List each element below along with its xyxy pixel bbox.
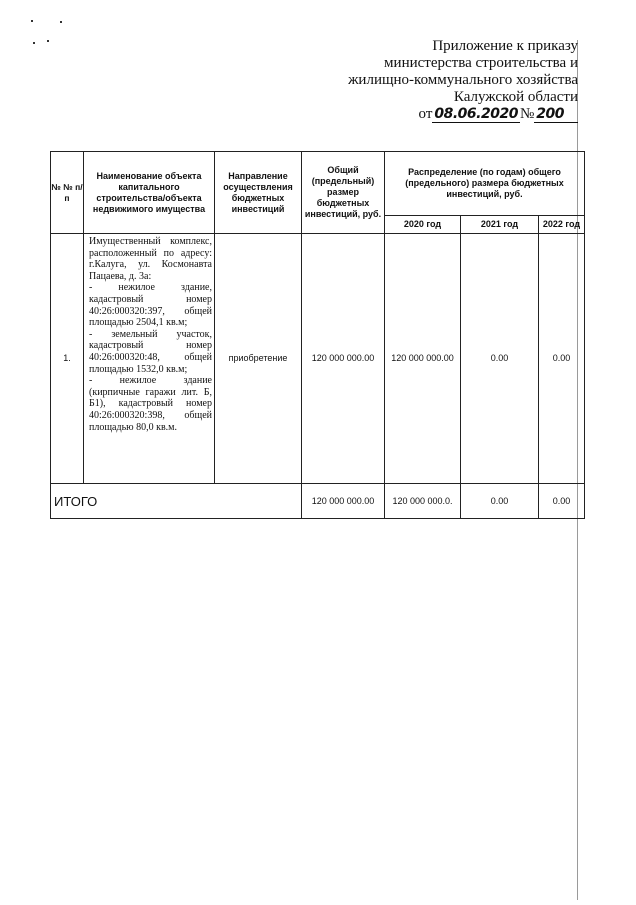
amount-2021: 0.00 <box>461 234 539 484</box>
investment-table <box>50 151 585 519</box>
date-prefix: от <box>418 106 433 122</box>
total-sum: 120 000 000.00 <box>302 484 385 519</box>
col-header-name: Наименование объекта капитального строительства/объекта недвижимого имущества <box>84 152 215 234</box>
col-header-2021: 2021 год <box>461 216 539 234</box>
total-row <box>51 484 585 519</box>
investment-direction: приобретение <box>215 234 302 484</box>
object-description: Имущественный комплекс, расположенный по адресу: г.Калуга, ул. Космонавта Пацаева, д. 3а: - нежилое здание, кадастровый номер 40:26:000320:397, общей площадью 2504,1 кв.м; - земельный участок, кадастровый номер 40:26:000320:48, общей площадью 1532,0 кв.м; - нежилое здание (кирпичные гаражи лит. Б, Б1), кадастровый номер 40:26:000320:398, общей площадью 80,0 кв.м. <box>84 234 215 484</box>
total-2021: 0.00 <box>461 484 539 519</box>
appendix-header <box>278 38 578 123</box>
header-line: министерства строительства и <box>384 55 578 71</box>
order-date-line <box>419 106 578 123</box>
total-2022: 0.00 <box>539 484 585 519</box>
col-header-direction: Направление осуществления бюджетных инвестиций <box>215 152 302 234</box>
col-header-2020: 2020 год <box>385 216 461 234</box>
scan-speck <box>47 40 49 42</box>
total-label: ИТОГО <box>51 484 302 519</box>
col-header-num: № № п/п <box>51 152 84 234</box>
header-line: Калужской области <box>453 89 578 105</box>
number-prefix: № <box>519 106 535 122</box>
scan-speck <box>31 20 33 22</box>
header-line: Приложение к приказу <box>432 38 578 54</box>
table-row <box>51 234 585 484</box>
table-header-row <box>51 152 585 216</box>
scan-speck <box>33 42 35 44</box>
handwritten-date: 08.06.2020 <box>434 106 518 122</box>
amount-2022: 0.00 <box>539 234 585 484</box>
col-header-distribution: Распределение (по годам) общего (предельного) размера бюджетных инвестиций, руб. <box>385 152 585 216</box>
header-line: жилищно-коммунального хозяйства <box>348 72 578 88</box>
handwritten-number: 200 <box>534 106 578 123</box>
scan-speck <box>60 21 62 23</box>
col-header-total: Общий (предельный) размер бюджетных инвестиций, руб. <box>302 152 385 234</box>
total-2020: 120 000 000.0. <box>385 484 461 519</box>
amount-2020: 120 000 000.00 <box>385 234 461 484</box>
total-amount: 120 000 000.00 <box>302 234 385 484</box>
col-header-2022: 2022 год <box>539 216 585 234</box>
row-num: 1. <box>51 234 84 484</box>
